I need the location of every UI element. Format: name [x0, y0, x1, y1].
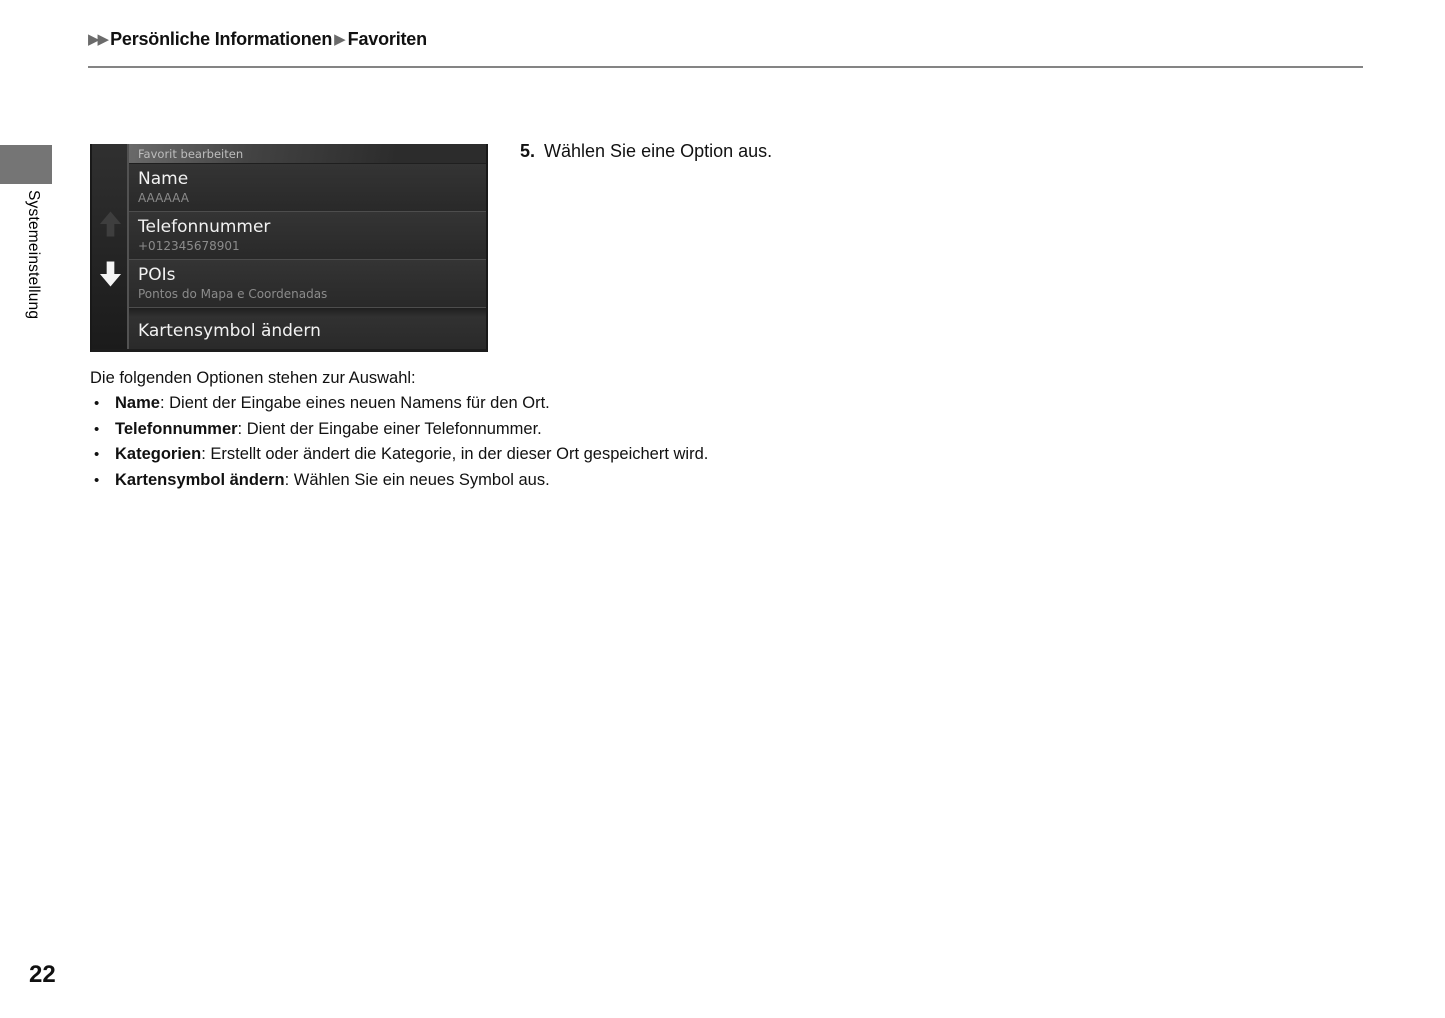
header-divider	[88, 66, 1363, 68]
breadcrumb-arrows-icon: ▶▶	[88, 30, 108, 48]
option-description: : Dient der Eingabe eines neuen Namens für den Ort.	[159, 394, 550, 413]
device-screenshot	[90, 144, 488, 352]
menu-item-value: AAAAAA	[138, 191, 189, 205]
device-menu-item-pois	[129, 260, 486, 308]
device-menu-item-kartensymbol-aendern	[129, 308, 486, 349]
step-instruction	[520, 141, 772, 162]
chapter-tab-marker	[0, 145, 52, 184]
menu-item-label: Name	[138, 169, 189, 189]
menu-item-value: Pontos do Mapa e Coordenadas	[138, 287, 328, 301]
step-number: 5.	[520, 141, 536, 161]
breadcrumb	[88, 29, 427, 50]
options-intro: Die folgenden Optionen stehen zur Auswahl:	[90, 369, 416, 387]
device-scroll-sidebar	[92, 144, 129, 349]
device-menu-item-telefonnummer	[129, 212, 486, 260]
option-description: : Erstellt oder ändert die Kategorie, in der dieser Ort gespeichert wird.	[201, 445, 709, 464]
option-term: Kategorien	[115, 445, 202, 464]
chapter-tab-label: Systemeinstellung	[25, 190, 42, 320]
step-text: Wählen Sie eine Option aus.	[544, 141, 773, 161]
bullet-icon: •	[94, 471, 100, 489]
option-description: : Dient der Eingabe einer Telefonnummer.	[237, 419, 542, 438]
device-screen-title: Favorit bearbeiten	[129, 144, 486, 164]
breadcrumb-item-persoenliche-informationen: Persönliche Informationen	[110, 29, 333, 49]
page-number: 22	[29, 961, 56, 988]
options-section	[90, 366, 910, 493]
breadcrumb-item-favoriten: Favoriten	[347, 29, 427, 49]
menu-item-label: POIs	[138, 265, 176, 285]
list-item	[90, 468, 910, 493]
breadcrumb-separator-icon: ▶	[334, 30, 346, 48]
option-term: Name	[115, 394, 160, 413]
list-item	[90, 417, 910, 442]
scroll-down-icon	[99, 260, 122, 288]
option-description: : Wählen Sie ein neues Symbol aus.	[284, 470, 550, 489]
device-menu	[129, 144, 486, 349]
list-item	[90, 442, 910, 467]
bullet-icon: •	[94, 395, 100, 413]
bullet-icon: •	[94, 420, 100, 438]
device-menu-item-name	[129, 164, 486, 212]
scroll-up-icon	[99, 210, 122, 238]
menu-item-label: Kartensymbol ändern	[138, 321, 321, 341]
list-item	[90, 391, 910, 416]
menu-item-label: Telefonnummer	[138, 217, 271, 237]
option-term: Telefonnummer	[115, 419, 238, 438]
option-term: Kartensymbol ändern	[115, 470, 285, 489]
menu-item-value: +012345678901	[138, 239, 240, 253]
bullet-icon: •	[94, 446, 100, 464]
